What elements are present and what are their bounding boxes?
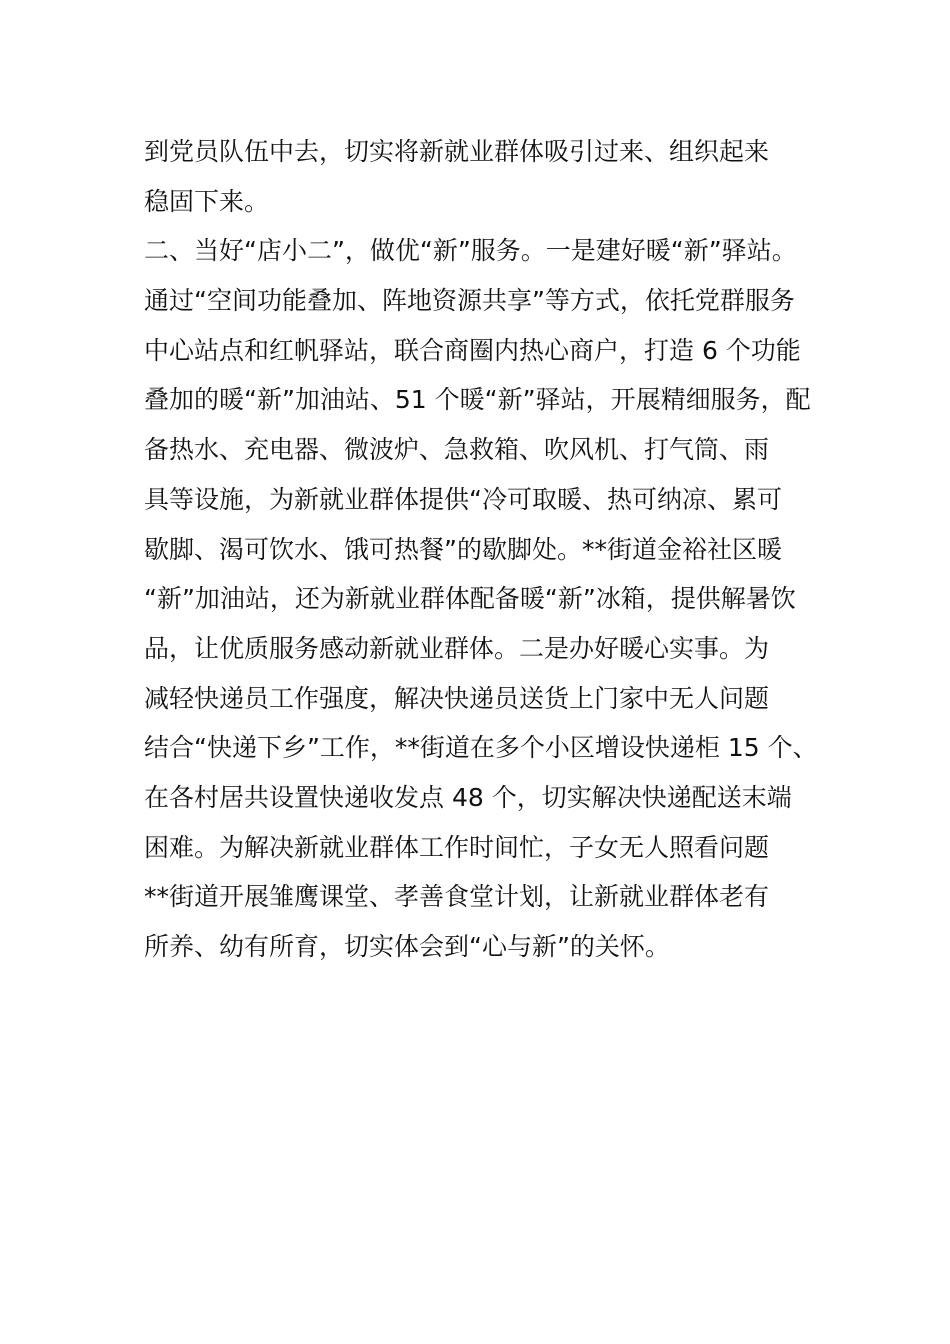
text-line: 减轻快递员工作强度，解决快递员送货上门家中无人问题 — [144, 683, 770, 713]
text-line: 困难。为解决新就业群体工作时间忙，子女无人照看问题 — [144, 832, 770, 862]
text-line: 歇脚、渴可饮水、饿可热餐”的歇脚处。**街道金裕社区暖 — [144, 534, 782, 564]
text-line: **街道开展雏鹰课堂、孝善食堂计划，让新就业群体老有 — [144, 882, 770, 912]
text-line: 在各村居共设置快递收发点 48 个，切实解决快递配送末端 — [144, 782, 792, 812]
text-line: 结合“快递下乡”工作，**街道在多个小区增设快递柜 15 个、 — [144, 733, 818, 763]
body-text — [144, 127, 844, 972]
text-line: “新”加油站，还为新就业群体配备暖“新”冰箱，提供解暑饮 — [144, 584, 796, 614]
text-line: 所养、幼有所育，切实体会到“心与新”的关怀。 — [144, 932, 670, 961]
text-line: 具等设施，为新就业群体提供“冷可取暖、热可纳凉、累可 — [144, 484, 782, 514]
text-line: 品，让优质服务感动新就业群体。二是办好暖心实事。为 — [144, 633, 770, 663]
text-line: 稳固下来。 — [144, 186, 270, 216]
text-line: 备热水、充电器、微波炉、急救箱、吹风机、打气筒、雨 — [144, 435, 770, 465]
text-line: 到党员队伍中去，切实将新就业群体吸引过来、组织起来 — [144, 137, 770, 166]
text-line: 中心站点和红帆驿站，联合商圈内热心商户，打造 6 个功能 — [144, 335, 801, 365]
text-line: 叠加的暖“新”加油站、51 个暖“新”驿站，开展精细服务，配 — [144, 385, 811, 415]
text-line: 通过“空间功能叠加、阵地资源共享”等方式，依托党群服务 — [144, 286, 795, 316]
text-line: 二、当好“店小二”，做优“新”服务。一是建好暖“新”驿站。 — [144, 236, 797, 266]
